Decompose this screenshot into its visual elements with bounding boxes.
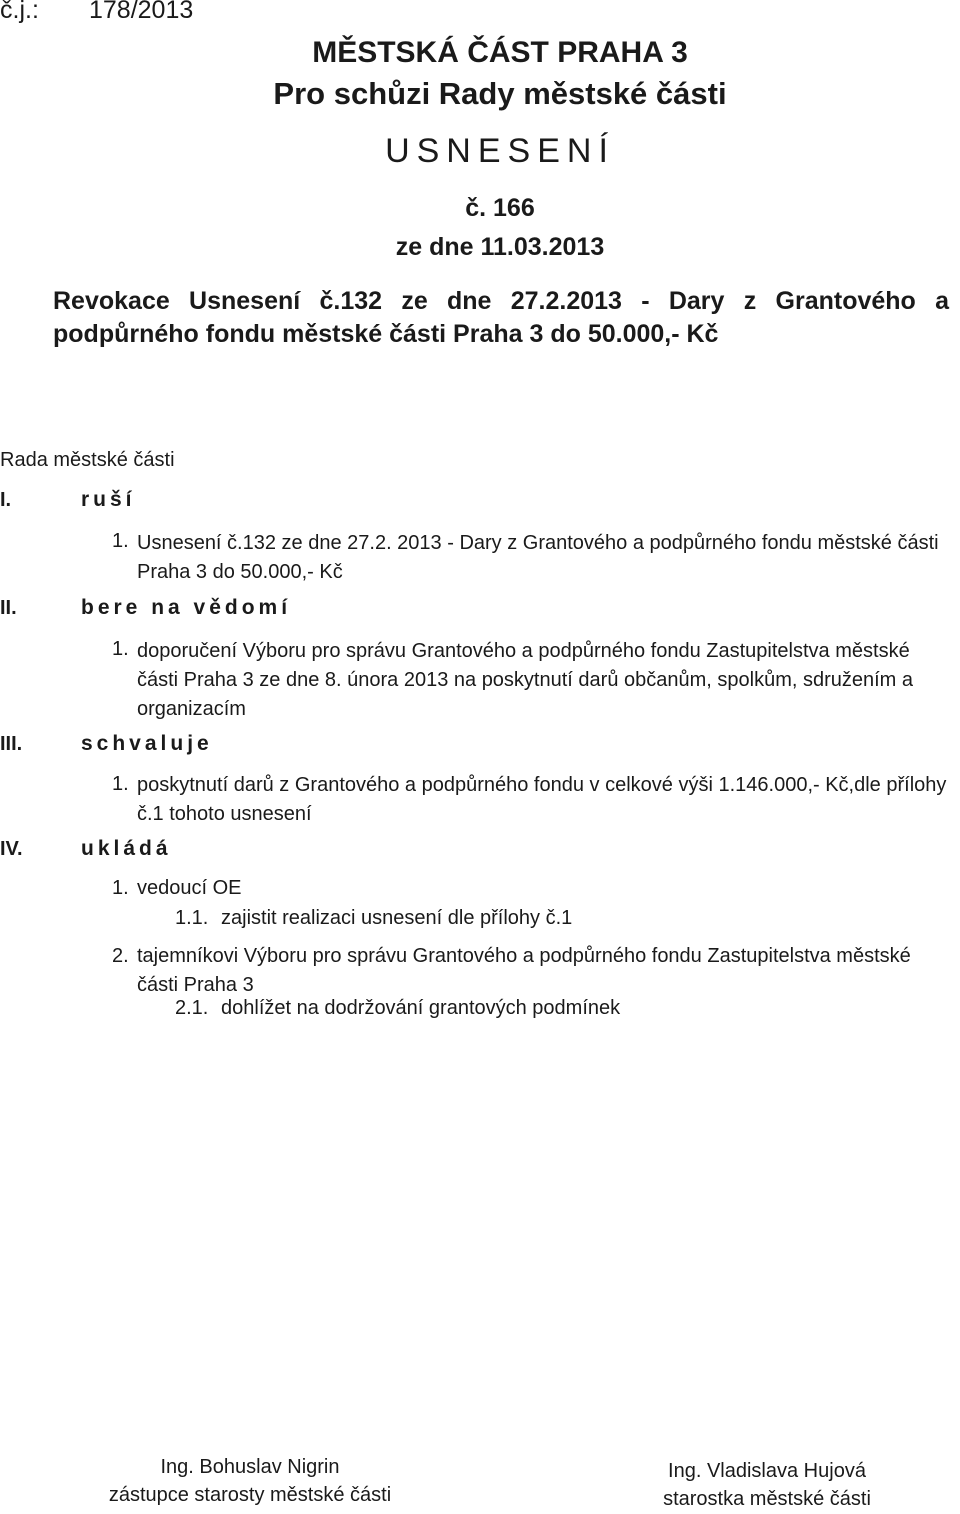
section-3-item-1-number: 1. — [112, 773, 129, 795]
section-4-subitem-1-number: 1.1. — [175, 907, 209, 929]
document-type-heading: USNESENÍ — [385, 132, 615, 170]
signature-2-name: Ing. Vladislava Hujová — [668, 1460, 866, 1482]
case-number: 178/2013 — [89, 0, 194, 24]
section-4-item-1-text: vedoucí OE — [137, 877, 242, 899]
resolution-number: č. 166 — [465, 194, 535, 222]
meeting-heading: Pro schůzi Rady městské části — [273, 76, 727, 111]
council-intro: Rada městské části — [0, 449, 175, 471]
case-number-label: č.j.: — [0, 0, 39, 24]
resolution-subject: Revokace Usnesení č.132 ze dne 27.2.2013 - Dary z Grantového a podpůrného fondu městské části Praha 3 do 50.000,- Kč — [53, 287, 949, 348]
section-roman-2: II. — [0, 597, 17, 619]
section-roman-4: IV. — [0, 838, 23, 860]
section-4-subitem-1-text: zajistit realizaci usnesení dle přílohy č.1 — [221, 907, 573, 929]
section-verb-3: schvaluje — [81, 732, 213, 755]
section-4-item-1-number: 1. — [112, 877, 129, 899]
section-4-subitem-2-number: 2.1. — [175, 997, 209, 1019]
signature-2-title: starostka městské části — [663, 1488, 871, 1510]
organization-heading: MĚSTSKÁ ČÁST PRAHA 3 — [312, 36, 688, 69]
signature-1-title: zástupce starosty městské části — [108, 1484, 392, 1506]
section-4-item-2-number: 2. — [112, 945, 129, 967]
section-1-item-1-number: 1. — [112, 530, 129, 552]
section-verb-4: ukládá — [81, 837, 172, 860]
section-4-item-2-text: tajemníkovi Výboru pro správu Grantového a podpůrného fondu Zastupitelstva městské části Praha 3 — [137, 945, 911, 996]
signature-1-name: Ing. Bohuslav Nigrin — [160, 1456, 340, 1478]
section-roman-3: III. — [0, 733, 23, 755]
section-2-item-1-text: doporučení Výboru pro správu Grantového a podpůrného fondu Zastupitelstva městské části Praha 3 ze dne 8. února 2013 na poskytnutí darů občanům, spolkům, sdružením a organizacím — [137, 640, 914, 720]
section-verb-1: ruší — [81, 488, 136, 511]
resolution-date: ze dne 11.03.2013 — [395, 233, 605, 261]
section-roman-1: I. — [0, 489, 12, 511]
section-3-item-1-text: poskytnutí darů z Grantového a podpůrného fondu v celkové výši 1.146.000,- Kč,dle přílohy č.1 tohoto usnesení — [137, 774, 947, 825]
section-1-item-1-text: Usnesení č.132 ze dne 27.2. 2013 - Dary z Grantového a podpůrného fondu městské části Praha 3 do 50.000,- Kč — [137, 532, 939, 583]
section-2-item-1-number: 1. — [112, 638, 129, 660]
section-4-subitem-2-text: dohlížet na dodržování grantových podmínek — [221, 997, 621, 1019]
section-verb-2: bere na vědomí — [81, 596, 292, 619]
